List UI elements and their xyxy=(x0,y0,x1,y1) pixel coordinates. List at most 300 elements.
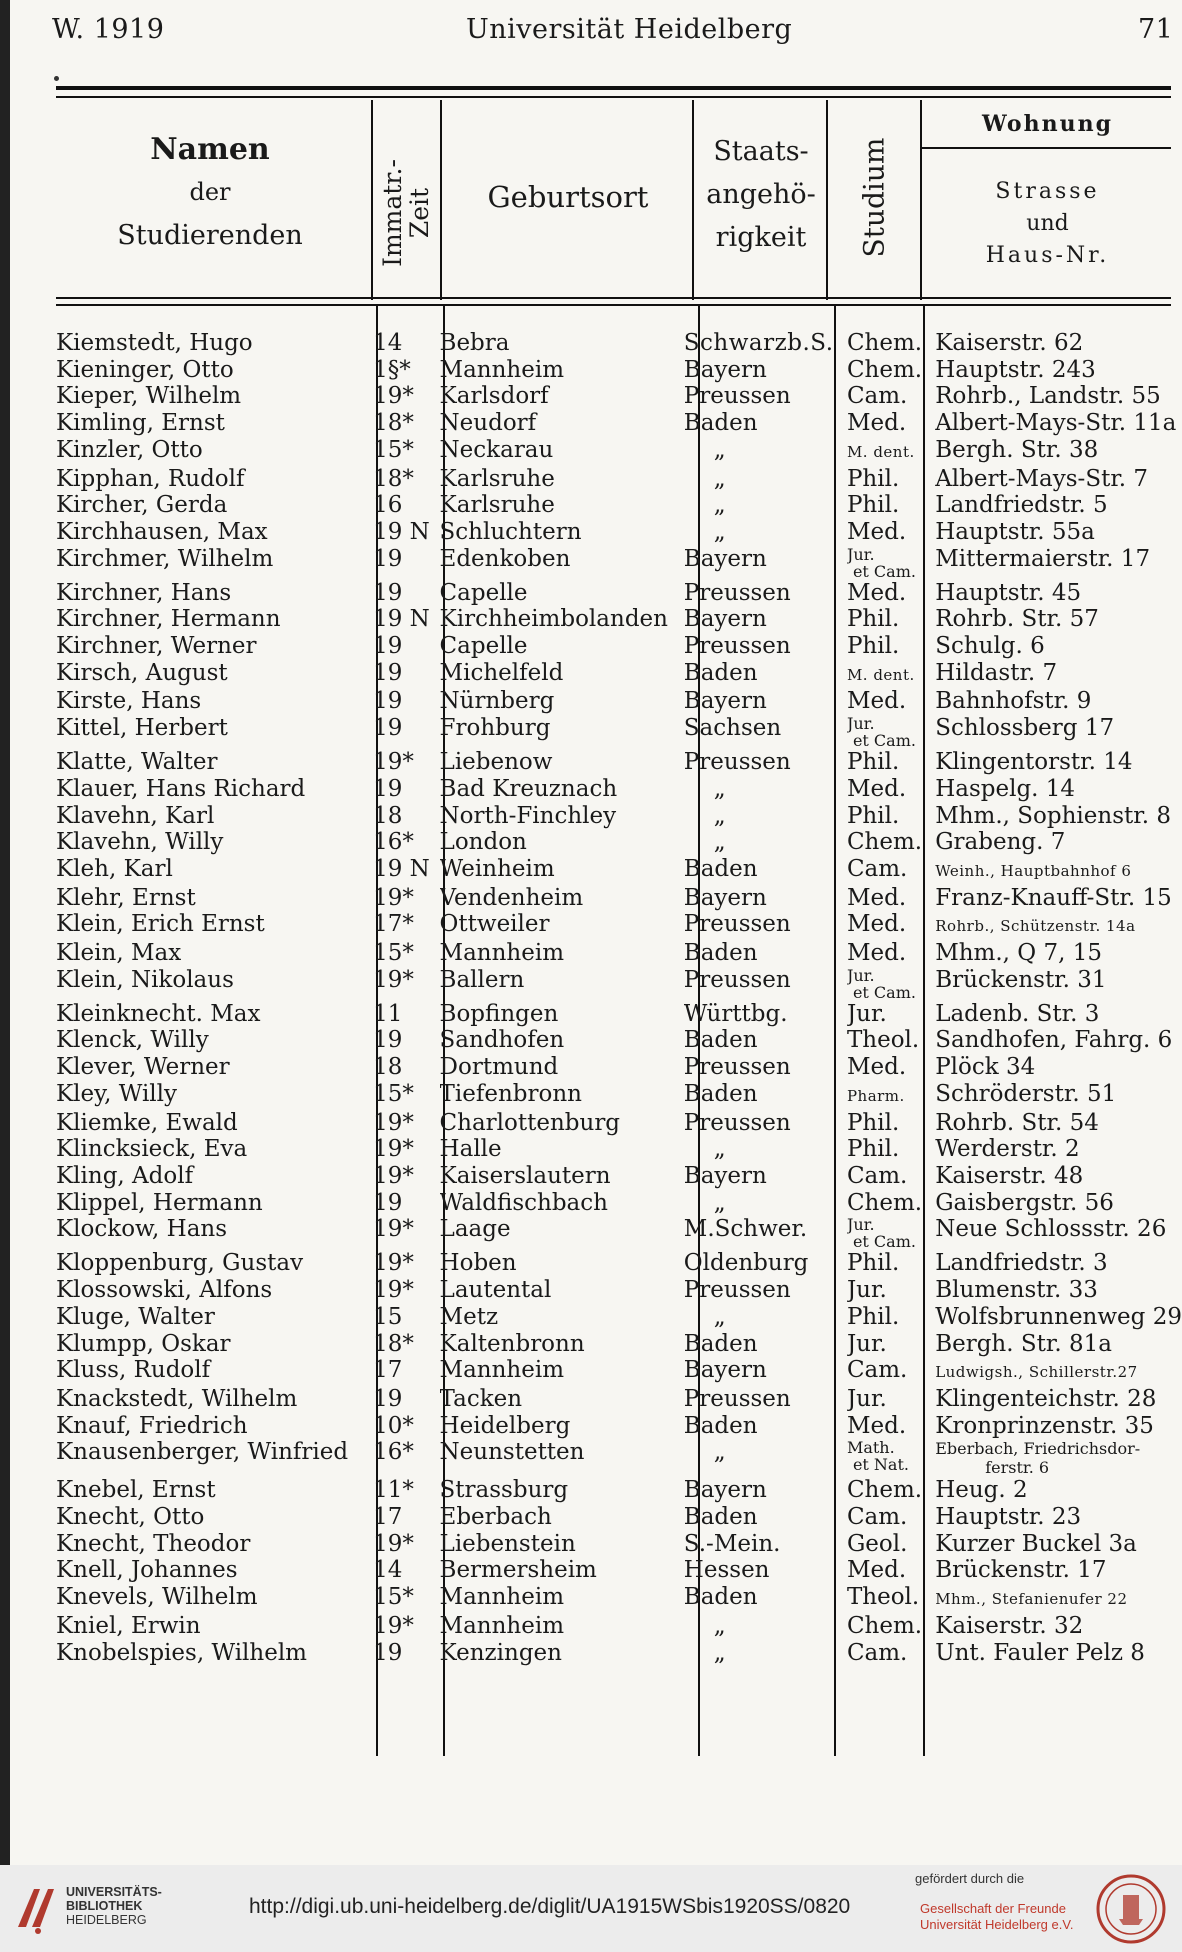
student-name: Knevels, Wilhelm xyxy=(56,1584,258,1611)
field-of-study xyxy=(847,660,935,689)
birthplace: Neunstetten xyxy=(439,1439,585,1466)
street-address-line1: Hauptstr. 45 xyxy=(935,579,1082,606)
matriculation-semester: 19 N xyxy=(373,606,430,633)
table-row xyxy=(56,580,1182,607)
student-name: Knell, Johannes xyxy=(56,1557,238,1584)
street-address xyxy=(935,330,1182,357)
field-of-study-line1: Phil. xyxy=(846,492,900,519)
birthplace: Weinheim xyxy=(439,855,555,882)
street-address-line1: Bergh. Str. 38 xyxy=(935,436,1099,463)
field-of-study-line1: Theol. xyxy=(846,1027,920,1054)
street-address xyxy=(935,1477,1182,1504)
field-of-study xyxy=(847,1613,935,1640)
citizenship: „ xyxy=(713,465,726,492)
student-name: Kirchner, Hans xyxy=(56,579,232,606)
field-of-study xyxy=(847,330,935,357)
street-address xyxy=(935,1163,1182,1190)
field-of-study-line1: Math. xyxy=(846,1439,895,1458)
matriculation-semester: 18 xyxy=(373,1054,403,1081)
student-name: Kinzler, Otto xyxy=(56,436,203,463)
field-of-study xyxy=(847,1584,935,1613)
street-address-line1: Kaiserstr. 32 xyxy=(935,1612,1084,1639)
source-url-link[interactable]: http://digi.ub.uni-heidelberg.de/diglit/UA1915WSbis1920SS/0820 xyxy=(249,1895,851,1918)
field-of-study xyxy=(847,1054,935,1081)
top-rule-thin xyxy=(56,96,1171,98)
citizenship: M.Schwer. xyxy=(683,1216,808,1243)
table-row xyxy=(56,1386,1182,1413)
street-address xyxy=(935,967,1182,1001)
field-of-study-line2: et Cam. xyxy=(852,982,916,1001)
citizenship: Baden xyxy=(683,1027,758,1054)
street-address-line1: Schlossberg 17 xyxy=(935,715,1115,742)
student-name: Kieper, Wilhelm xyxy=(56,383,242,410)
student-name: Klockow, Hans xyxy=(56,1216,228,1243)
birthplace: Ballern xyxy=(439,966,525,993)
field-of-study-line1: Med. xyxy=(846,579,907,606)
matriculation-semester: 17 xyxy=(373,1504,403,1531)
street-address xyxy=(935,803,1182,830)
birthplace: Neckarau xyxy=(439,436,554,463)
student-name: Kittel, Herbert xyxy=(56,715,228,742)
table-row xyxy=(56,357,1182,384)
student-name: Kieninger, Otto xyxy=(56,356,234,383)
student-table-body xyxy=(56,330,1182,1666)
top-rule-thick xyxy=(56,86,1171,90)
table-row xyxy=(56,911,1182,940)
field-of-study-line1: Phil. xyxy=(846,465,900,492)
street-address xyxy=(935,1386,1182,1413)
matriculation-semester: 19 xyxy=(373,1027,403,1054)
heading-immatr: Immatr.- Zeit xyxy=(378,159,434,267)
student-name: Kleinknecht. Max xyxy=(56,1000,261,1027)
street-address xyxy=(935,1190,1182,1217)
student-name: Kleh, Karl xyxy=(56,855,173,882)
birthplace: Bopfingen xyxy=(439,1000,559,1027)
sponsor-name-line1: Gesellschaft der Freunde xyxy=(920,1901,1066,1916)
library-logo-icon xyxy=(14,1883,58,1935)
heading-street-line3: Haus-Nr. xyxy=(985,243,1110,268)
street-address-line1: Weinh., Hauptbahnhof 6 xyxy=(935,861,1132,880)
matriculation-semester: 19* xyxy=(373,383,414,410)
field-of-study-line1: Chem. xyxy=(846,330,923,356)
matriculation-semester: 19* xyxy=(373,1612,414,1639)
street-address xyxy=(935,885,1182,912)
citizenship: S.-Mein. xyxy=(683,1530,781,1557)
student-name: Kliemke, Ewald xyxy=(56,1109,238,1136)
birthplace: Bad Kreuznach xyxy=(439,775,618,802)
field-of-study xyxy=(847,967,935,1001)
field-of-study-line1: Jur. xyxy=(846,715,875,734)
street-address xyxy=(935,633,1182,660)
street-address-line1: Plöck 34 xyxy=(935,1054,1036,1081)
street-address xyxy=(935,410,1182,437)
citizenship: „ xyxy=(713,436,726,463)
field-of-study-line1: Jur. xyxy=(846,1216,875,1235)
table-row xyxy=(56,1357,1182,1386)
birthplace: Strassburg xyxy=(439,1477,569,1504)
field-of-study-line1: Theol. xyxy=(846,1584,920,1611)
street-address xyxy=(935,1557,1182,1584)
field-of-study-line1: Med. xyxy=(846,775,907,802)
birthplace: Bebra xyxy=(439,330,510,356)
street-address xyxy=(935,1304,1182,1331)
page-number: 71 xyxy=(1138,14,1174,45)
birthplace: Tiefenbronn xyxy=(439,1080,582,1107)
field-of-study xyxy=(847,803,935,830)
heading-birthplace: Geburtsort xyxy=(487,180,649,214)
field-of-study xyxy=(847,519,935,546)
birthplace: North-Finchley xyxy=(439,802,617,829)
birthplace: Mannheim xyxy=(439,356,565,383)
citizenship: „ xyxy=(713,518,726,545)
citizenship: Bayern xyxy=(683,1357,767,1384)
field-of-study xyxy=(847,1439,935,1477)
student-name: Klehr, Ernst xyxy=(56,884,196,911)
table-row xyxy=(56,940,1182,967)
citizenship: Baden xyxy=(683,940,758,967)
library-name-line1: UNIVERSITÄTS- xyxy=(66,1885,162,1899)
header-rule-2 xyxy=(56,304,1171,306)
field-of-study xyxy=(847,580,935,607)
student-table xyxy=(56,330,1182,1666)
field-of-study-line1: Med. xyxy=(846,518,907,545)
table-row xyxy=(56,1081,1182,1110)
table-row xyxy=(56,715,1182,749)
birthplace: Mannheim xyxy=(439,940,565,967)
street-address xyxy=(935,437,1182,466)
citizenship: „ xyxy=(713,1136,726,1163)
field-of-study-line1: Jur. xyxy=(846,1000,887,1027)
birthplace: Kenzingen xyxy=(439,1639,562,1666)
table-row xyxy=(56,660,1182,689)
street-address-line2: ferstr. 6 xyxy=(985,1458,1050,1478)
street-address xyxy=(935,383,1182,410)
library-name-line3: HEIDELBERG xyxy=(66,1913,147,1927)
table-row xyxy=(56,688,1182,715)
field-of-study xyxy=(847,1001,935,1028)
table-row xyxy=(56,1136,1182,1163)
matriculation-semester: 19 xyxy=(373,579,403,606)
matriculation-semester: 16 xyxy=(373,492,403,519)
birthplace: Karlsdorf xyxy=(439,383,549,410)
field-of-study xyxy=(847,1027,935,1054)
field-of-study xyxy=(847,749,935,776)
student-name: Kirchner, Hermann xyxy=(56,606,281,633)
matriculation-semester: 19 xyxy=(373,1385,403,1412)
street-address-line1: Heug. 2 xyxy=(935,1477,1028,1504)
street-address-line1: Mhm., Q 7, 15 xyxy=(935,940,1102,967)
citizenship: Bayern xyxy=(683,356,767,383)
street-address xyxy=(935,1081,1182,1110)
student-name: Knecht, Otto xyxy=(56,1504,205,1531)
field-of-study xyxy=(847,1477,935,1504)
matriculation-semester: 19* xyxy=(373,1216,414,1243)
table-row xyxy=(56,1001,1182,1028)
student-name: Kirchmer, Wilhelm xyxy=(56,545,274,572)
field-of-study-line1: Cam. xyxy=(846,1162,908,1189)
street-address-line1: Mhm., Stefanienufer 22 xyxy=(935,1590,1128,1609)
birthplace: Schluchtern xyxy=(439,518,582,545)
birthplace: Michelfeld xyxy=(439,659,564,686)
field-of-study-line1: Phil. xyxy=(846,1303,900,1330)
street-address-line1: Hildastr. 7 xyxy=(935,659,1058,686)
student-name: Kiemstedt, Hugo xyxy=(56,330,253,356)
street-address xyxy=(935,1439,1182,1477)
street-address-line1: Kronprinzenstr. 35 xyxy=(935,1412,1154,1439)
field-of-study xyxy=(847,1357,935,1386)
ink-dot xyxy=(54,76,59,81)
field-of-study-line1: Cam. xyxy=(846,855,908,882)
matriculation-semester: 19 xyxy=(373,545,403,572)
field-of-study xyxy=(847,1250,935,1277)
street-address-line1: Unt. Fauler Pelz 8 xyxy=(935,1639,1145,1666)
field-of-study-line1: Med. xyxy=(846,410,907,437)
birthplace: Frohburg xyxy=(439,715,551,742)
field-of-study-line1: Chem. xyxy=(846,829,923,856)
field-of-study xyxy=(847,885,935,912)
matriculation-semester: 19* xyxy=(373,1277,414,1304)
birthplace: Metz xyxy=(439,1303,499,1330)
field-of-study-line2: et Cam. xyxy=(852,731,916,750)
table-row xyxy=(56,1439,1182,1477)
street-address xyxy=(935,1531,1182,1558)
citizenship: Baden xyxy=(683,1412,758,1439)
citizenship: Preussen xyxy=(683,1277,791,1304)
street-address-line1: Rohrb., Landstr. 55 xyxy=(935,383,1161,410)
student-name: Kluss, Rudolf xyxy=(56,1357,211,1384)
digitization-footer xyxy=(0,1865,1182,1952)
field-of-study-line1: M. dent. xyxy=(846,665,915,684)
field-of-study-line2: et Cam. xyxy=(852,561,916,580)
student-name: Knackstedt, Wilhelm xyxy=(56,1385,298,1412)
table-row xyxy=(56,492,1182,519)
field-of-study xyxy=(847,776,935,803)
street-address-line1: Schulg. 6 xyxy=(935,633,1045,660)
heading-residence: Wohnung xyxy=(982,111,1113,137)
field-of-study xyxy=(847,1081,935,1110)
field-of-study xyxy=(847,856,935,885)
matriculation-semester: 19* xyxy=(373,1530,414,1557)
citizenship: Baden xyxy=(683,659,758,686)
matriculation-semester: 15* xyxy=(373,1080,414,1107)
student-name: Kipphan, Rudolf xyxy=(56,465,245,492)
heading-citizenship-line1: Staats- xyxy=(713,136,809,167)
student-name: Klenck, Willy xyxy=(56,1027,209,1054)
citizenship: Bayern xyxy=(683,606,767,633)
table-row xyxy=(56,383,1182,410)
field-of-study-line1: Jur. xyxy=(846,1277,887,1304)
street-address xyxy=(935,776,1182,803)
field-of-study xyxy=(847,1504,935,1531)
field-of-study xyxy=(847,1640,935,1667)
citizenship: Preussen xyxy=(683,911,791,938)
field-of-study xyxy=(847,1304,935,1331)
matriculation-semester: 19 xyxy=(373,1189,403,1216)
birthplace: Bermersheim xyxy=(439,1557,597,1584)
page-edge-shadow xyxy=(0,0,10,1865)
field-of-study-line1: Med. xyxy=(846,1054,907,1081)
field-of-study-line1: M. dent. xyxy=(846,442,915,461)
field-of-study xyxy=(847,829,935,856)
matriculation-semester: 17* xyxy=(373,911,414,938)
citizenship: Preussen xyxy=(683,383,791,410)
matriculation-semester: 15* xyxy=(373,940,414,967)
matriculation-semester: 11 xyxy=(373,1000,403,1027)
field-of-study-line1: Med. xyxy=(846,884,907,911)
street-address xyxy=(935,1054,1182,1081)
citizenship: Preussen xyxy=(683,1109,791,1136)
matriculation-semester: 14 xyxy=(373,1557,403,1584)
student-name: Kirchner, Werner xyxy=(56,633,257,660)
table-row xyxy=(56,1190,1182,1217)
street-address-line1: Kaiserstr. 62 xyxy=(935,330,1084,356)
matriculation-semester: 19 xyxy=(373,715,403,742)
table-row xyxy=(56,1584,1182,1613)
table-row xyxy=(56,856,1182,885)
field-of-study-line1: Pharm. xyxy=(846,1086,905,1105)
birthplace: Capelle xyxy=(439,579,528,606)
birthplace: Edenkoben xyxy=(439,545,571,572)
street-address-line1: Rohrb., Schützenstr. 14a xyxy=(935,917,1136,936)
student-name: Klumpp, Oskar xyxy=(56,1330,231,1357)
birthplace: Lautental xyxy=(439,1277,552,1304)
student-name: Kimling, Ernst xyxy=(56,410,225,437)
birthplace: Waldfischbach xyxy=(439,1189,608,1216)
matriculation-semester: 16* xyxy=(373,829,414,856)
citizenship: Bayern xyxy=(683,1477,767,1504)
student-name: Klein, Max xyxy=(56,940,182,967)
table-row xyxy=(56,1331,1182,1358)
matriculation-semester: 19* xyxy=(373,1109,414,1136)
street-address xyxy=(935,1136,1182,1163)
matriculation-semester: 15* xyxy=(373,1584,414,1611)
birthplace: Capelle xyxy=(439,633,528,660)
street-address xyxy=(935,1413,1182,1440)
citizenship: „ xyxy=(713,1303,726,1330)
field-of-study-line1: Phil. xyxy=(846,633,900,660)
student-name: Knausenberger, Winfried xyxy=(56,1439,349,1466)
field-of-study xyxy=(847,715,935,749)
table-row xyxy=(56,1110,1182,1137)
table-row xyxy=(56,1250,1182,1277)
heading-citizenship-line2: angehö- xyxy=(706,179,816,210)
field-of-study-line1: Med. xyxy=(846,940,907,967)
citizenship: „ xyxy=(713,1639,726,1666)
street-address xyxy=(935,1331,1182,1358)
field-of-study-line1: Phil. xyxy=(846,1136,900,1163)
matriculation-semester: 17 xyxy=(373,1357,403,1384)
society-seal-icon xyxy=(1095,1873,1167,1945)
field-of-study xyxy=(847,546,935,580)
street-address xyxy=(935,519,1182,546)
street-address-line1: Albert-Mays-Str. 11a xyxy=(935,410,1177,437)
field-of-study-line1: Chem. xyxy=(846,1477,923,1504)
field-of-study-line1: Phil. xyxy=(846,1109,900,1136)
citizenship: Württbg. xyxy=(683,1000,788,1027)
street-address xyxy=(935,1216,1182,1250)
table-row xyxy=(56,410,1182,437)
citizenship: Preussen xyxy=(683,749,791,776)
field-of-study xyxy=(847,466,935,493)
table-row xyxy=(56,776,1182,803)
birthplace: Vendenheim xyxy=(439,884,584,911)
field-of-study-line1: Med. xyxy=(846,1557,907,1584)
field-of-study-line1: Phil. xyxy=(846,606,900,633)
street-address-line1: Grabeng. 7 xyxy=(935,829,1066,856)
matriculation-semester: 19 xyxy=(373,775,403,802)
street-address-line1: Hauptstr. 23 xyxy=(935,1504,1082,1531)
field-of-study-line1: Phil. xyxy=(846,802,900,829)
student-name: Knecht, Theodor xyxy=(56,1530,251,1557)
birthplace: Dortmund xyxy=(439,1054,559,1081)
citizenship: Baden xyxy=(683,1330,758,1357)
table-row xyxy=(56,606,1182,633)
field-of-study-line1: Jur. xyxy=(846,1330,887,1357)
table-row xyxy=(56,967,1182,1001)
citizenship: „ xyxy=(713,829,726,856)
street-address-line1: Mittermaierstr. 17 xyxy=(935,545,1151,572)
student-name: Kircher, Gerda xyxy=(56,492,228,519)
street-address-line1: Ladenb. Str. 3 xyxy=(935,1000,1100,1027)
street-address xyxy=(935,606,1182,633)
matriculation-semester: 18* xyxy=(373,410,414,437)
matriculation-semester: 19* xyxy=(373,1250,414,1277)
street-address xyxy=(935,1584,1182,1613)
matriculation-semester: 19 xyxy=(373,659,403,686)
street-address-line1: Hauptstr. 243 xyxy=(935,356,1096,383)
street-address xyxy=(935,660,1182,689)
student-name: Klavehn, Willy xyxy=(56,829,224,856)
student-name: Klippel, Hermann xyxy=(56,1189,263,1216)
street-address-line1: Hauptstr. 55a xyxy=(935,518,1095,545)
street-address-line1: Bergh. Str. 81a xyxy=(935,1330,1112,1357)
street-address xyxy=(935,492,1182,519)
citizenship: Oldenburg xyxy=(683,1250,809,1277)
birthplace: Kaltenbronn xyxy=(439,1330,585,1357)
heading-citizenship xyxy=(696,130,826,259)
table-row xyxy=(56,1304,1182,1331)
citizenship: „ xyxy=(713,492,726,519)
table-row xyxy=(56,1054,1182,1081)
col-rule-2 xyxy=(440,100,442,300)
street-address xyxy=(935,1250,1182,1277)
street-address-line1: Haspelg. 14 xyxy=(935,775,1076,802)
street-address-line1: Kurzer Buckel 3a xyxy=(935,1530,1137,1557)
table-row xyxy=(56,437,1182,466)
field-of-study-line1: Geol. xyxy=(846,1530,908,1557)
field-of-study xyxy=(847,1331,935,1358)
matriculation-semester: 15* xyxy=(373,436,414,463)
table-row xyxy=(56,749,1182,776)
matriculation-semester: 18* xyxy=(373,1330,414,1357)
citizenship: Baden xyxy=(683,1080,758,1107)
matriculation-semester: 14 xyxy=(373,330,403,356)
field-of-study xyxy=(847,1557,935,1584)
page-header-title: Universität Heidelberg xyxy=(466,14,793,45)
table-row xyxy=(56,1027,1182,1054)
heading-street xyxy=(924,176,1171,272)
street-address xyxy=(935,357,1182,384)
street-address xyxy=(935,546,1182,580)
student-name: Klatte, Walter xyxy=(56,749,218,776)
field-of-study-line1: Cam. xyxy=(846,1357,908,1384)
field-of-study xyxy=(847,1110,935,1137)
student-name: Klever, Werner xyxy=(56,1054,230,1081)
citizenship: Sachsen xyxy=(683,715,782,742)
street-address-line1: Wolfsbrunnenweg 29 xyxy=(935,1303,1182,1330)
table-row xyxy=(56,1531,1182,1558)
street-address-line1: Gaisbergstr. 56 xyxy=(935,1189,1114,1216)
